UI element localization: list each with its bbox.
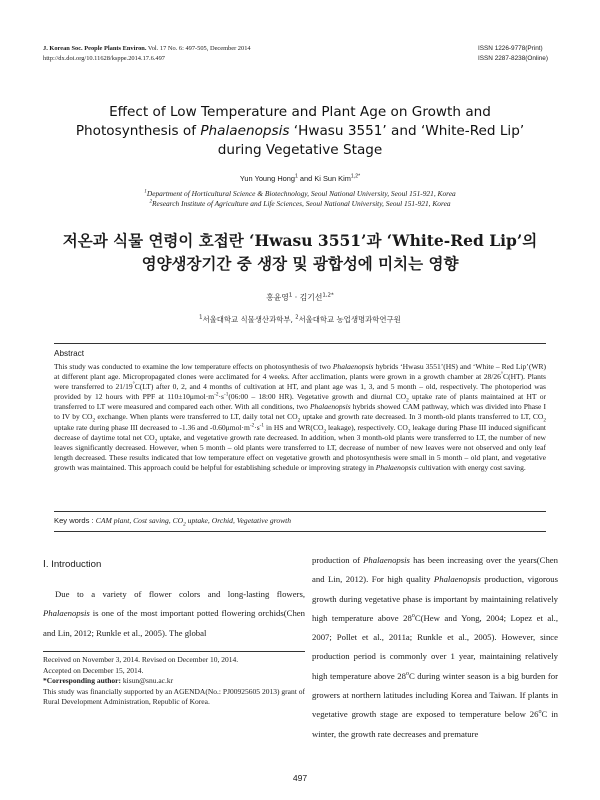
footnote: [43, 655, 305, 708]
abstract-heading: Abstract: [54, 349, 85, 358]
abstract-text: ·s: [254, 422, 260, 432]
subscript: 2: [297, 417, 301, 424]
abstract-genus: Phalaenopsis: [375, 462, 417, 472]
body-genus: Phalaenopsis: [433, 574, 481, 585]
abstract-mid-rule: [54, 511, 546, 512]
aff-2-sup: 2: [149, 198, 153, 205]
body-text: C(Hew and Yong, 2004; Lopez et al., 2007; Pollet et al., 2011a; Runkle et al., 2005). However, since production period is commonly over 1 year, maintaining relatively high temperature above 28: [312, 612, 559, 681]
abstract-text: hybrids showed CAM pathway, which was divided into Phase I to IV by CO: [54, 402, 546, 422]
abstract-text: exchange. When plants were transferred to LT, daily total net CO: [95, 412, 298, 422]
korean-aff-1-sup: 1: [199, 314, 203, 321]
title-text: Photosynthesis of: [75, 123, 201, 139]
keywords-label: Key words :: [54, 516, 96, 525]
intro-column-right: [312, 551, 558, 744]
aff-1-text: Department of Horticultural Science & Biotechnology, Seoul National University, Seoul 151-921, Korea: [146, 189, 456, 198]
corr-label: *Corresponding author:: [43, 676, 121, 686]
aff-2-text: Research Institute of Agriculture and Life Sciences, Seoul National University, Seoul 151-921, Korea: [152, 199, 451, 208]
abstract-text: leakage), respectively. CO: [326, 422, 408, 432]
body-text: C during winter season is a big burden for growers at northern latitudes including Korea and Taiwan. If plants in vegetative growth stage are exposed to temperature below 26: [312, 670, 559, 720]
korean-authors: [0, 292, 600, 303]
affiliations: [0, 189, 600, 209]
exponent: -2: [249, 422, 255, 429]
korean-title-line-2: 영양생장기간 중 생장 및 광합성에 미치는 영향: [141, 254, 459, 273]
exponent: -2: [214, 391, 219, 398]
korean-affiliations: [0, 314, 600, 325]
korean-aff-1: 서울대학교 식물생산과학부,: [202, 315, 296, 324]
degree-mark: °: [132, 381, 135, 388]
body-genus: Phalaenopsis: [43, 608, 90, 619]
abstract-text: ·s: [218, 392, 224, 402]
abstract-genus: Phalaenopsis: [309, 402, 351, 412]
degree-mark: °: [500, 371, 504, 378]
keywords-text: uptake, Orchid, Vegetative growth: [185, 516, 292, 525]
journal-citation: Vol. 17 No. 6: 497-505, December 2014: [146, 45, 251, 52]
affiliation-2: [0, 199, 600, 209]
corr-email[interactable]: kisun@snu.ac.kr: [121, 676, 174, 686]
degree-mark: o: [538, 709, 542, 716]
accepted-date: Accepted on December 15, 2014.: [43, 665, 144, 675]
abstract-text: C(HT). Plants were transferred to 21/19: [54, 372, 546, 392]
title-line-1: Effect of Low Temperature and Plant Age on Growth and: [109, 104, 491, 120]
abstract-text: uptake rate of plants maintained at HT or transferred to LT were measured and compared each other. With all conditions, two: [54, 392, 546, 412]
title-line-2: [30, 122, 570, 141]
abstract-text: hybrids ‘Hwasu 3551’(HS) and ‘White – Red Lip’(WR) at different plant age. Micropropagated clones were acclimated for 4 weeks. After acclimation, plants were grown in a growth chamber at 28/26: [54, 362, 546, 382]
issn-online: ISSN 2287-8238(Online): [478, 55, 548, 62]
degree-mark: o: [411, 613, 415, 619]
abstract-text: uptake, and vegetative growth rate decreased. In addition, when 3 month-old plants were transferred to LT, the number of new leaves significantly decreased. However, when 5 month – old plants were transferred to LT, decrease of number of new leaves were not observed and only leaf length decreased. These results indicated that low temperature effect on vegetative growth and photosynthesis were small in 5 month – old plant, and vegetative growth was maintained. This approach could be helpful for establishing schedule or improving strategy in: [54, 432, 546, 472]
abstract-text: uptake rate during phase III decreased to -1.36 and -0.60μmol·m: [54, 422, 250, 432]
body-genus: Phalaenopsis: [363, 555, 410, 565]
body-text: is one of the most important potted flowering orchids(Chen and Lin, 2012; Runkle et al., 2005). The global: [43, 608, 305, 638]
section-heading: Ⅰ. Introduction: [43, 559, 102, 570]
journal-name: J. Korean Soc. People Plants Environ.: [43, 45, 147, 52]
abstract-text: uptake and growth rate decreased. In 3 month-old plants transferred to LT, CO: [300, 412, 544, 422]
korean-author-2-sup: 1,2*: [322, 292, 334, 299]
abstract-text: This study was conducted to examine the low temperature effects on photosynthesis of two: [54, 362, 333, 371]
paper-title: [30, 103, 570, 160]
abstract-bottom-rule: [54, 531, 546, 532]
degree-mark: o: [405, 670, 409, 677]
abstract-text: (06:00 – 18:00 HR). Vegetative growth and diurnal CO: [228, 392, 407, 402]
title-line-3: during Vegetative Stage: [217, 142, 383, 158]
body-text: Due to a variety of flower colors and long-lasting flowers,: [55, 589, 305, 599]
author-1: Yun Young Hong: [239, 174, 295, 183]
subscript: 2: [323, 428, 327, 435]
korean-author-1-sup: 1: [288, 292, 293, 299]
korean-title-line-1: 저온과 식물 연령이 호접란 ‘Hwasu 3551’과 ‘White-Red Lip’의: [62, 231, 538, 250]
exponent: -1: [223, 391, 229, 398]
footnote-rule: [43, 651, 305, 652]
intro-paragraph-2: [312, 551, 558, 744]
author-list: [0, 174, 600, 183]
author-2: and Ki Sun Kim: [297, 174, 351, 183]
author-2-sup: 1,2*: [350, 173, 361, 180]
issn-block: [478, 44, 548, 64]
journal-header: [43, 44, 251, 64]
subscript: 2: [154, 438, 158, 445]
korean-aff-2: 서울대학교 농업생명과학연구원: [298, 315, 401, 324]
aff-1-sup: 1: [144, 188, 147, 195]
body-text: has been increasing over the years(Chen and Lin, 2012). For high quality: [312, 555, 558, 585]
title-genus: Phalaenopsis: [200, 123, 290, 139]
received-date: Received on November 3, 2014. Revised on December 10, 2014.: [43, 655, 239, 664]
korean-author-sep: ·: [292, 293, 300, 302]
author-1-sup: 1: [294, 173, 298, 180]
body-text: production of: [312, 555, 364, 565]
subscript: 2: [92, 417, 96, 424]
abstract-text: leakage during Phase III induced significant decrease of daytime total net CO: [54, 422, 546, 442]
subscript: 2: [543, 417, 546, 424]
abstract-genus: Phalaenopsis: [332, 362, 374, 371]
funding-note: This study was financially supported by an AGENDA(No.: PJ00925605 2013) grant of Rural Development Administration, Republic of Korea.: [43, 686, 305, 707]
affiliation-1: [0, 189, 600, 199]
korean-title: [30, 229, 570, 275]
korean-aff-2-sup: 2: [295, 314, 299, 321]
abstract-text: C(LT) after 0, 2, and 4 months of cultivation at HT, and plant age was 1, 3, and 5 month – old, respectively. The photoperiod was provided by 12 hours with PPF at 110±10μmol·m: [54, 382, 546, 402]
subscript: 2: [407, 428, 411, 435]
abstract-text: cultivation with energy cost saving.: [416, 462, 526, 472]
korean-author-1: 홍윤영: [266, 293, 289, 302]
keywords-values: [95, 516, 292, 528]
intro-column-left: [43, 585, 305, 643]
abstract-top-rule: [54, 343, 546, 344]
subscript: 2: [406, 397, 409, 404]
intro-paragraph-1: [43, 585, 305, 643]
body-text: C in winter, the growth rate decreases and premature: [312, 709, 558, 739]
subscript: 2: [183, 521, 186, 528]
doi-link[interactable]: http://dx.doi.org/10.11628/ksppe.2014.17.6.497: [43, 55, 165, 62]
korean-author-2: 김기선: [299, 293, 323, 302]
keywords-text: CAM plant, Cost saving, CO: [95, 516, 184, 525]
exponent: -1: [259, 422, 265, 429]
abstract-text: in HS and WR(CO: [264, 422, 324, 432]
page-number: 497: [292, 773, 308, 783]
body-text: production, vigorous growth during vegetative phase is important by maintaining relatively high temperature above 28: [312, 574, 558, 623]
title-cultivars: ‘Hwasu 3551’ and ‘White-Red Lip’: [289, 123, 525, 139]
corresponding-author: [43, 676, 305, 687]
issn-print: ISSN 1226-9778(Print): [478, 45, 543, 52]
abstract-body: [54, 362, 546, 473]
keywords: [54, 516, 292, 528]
